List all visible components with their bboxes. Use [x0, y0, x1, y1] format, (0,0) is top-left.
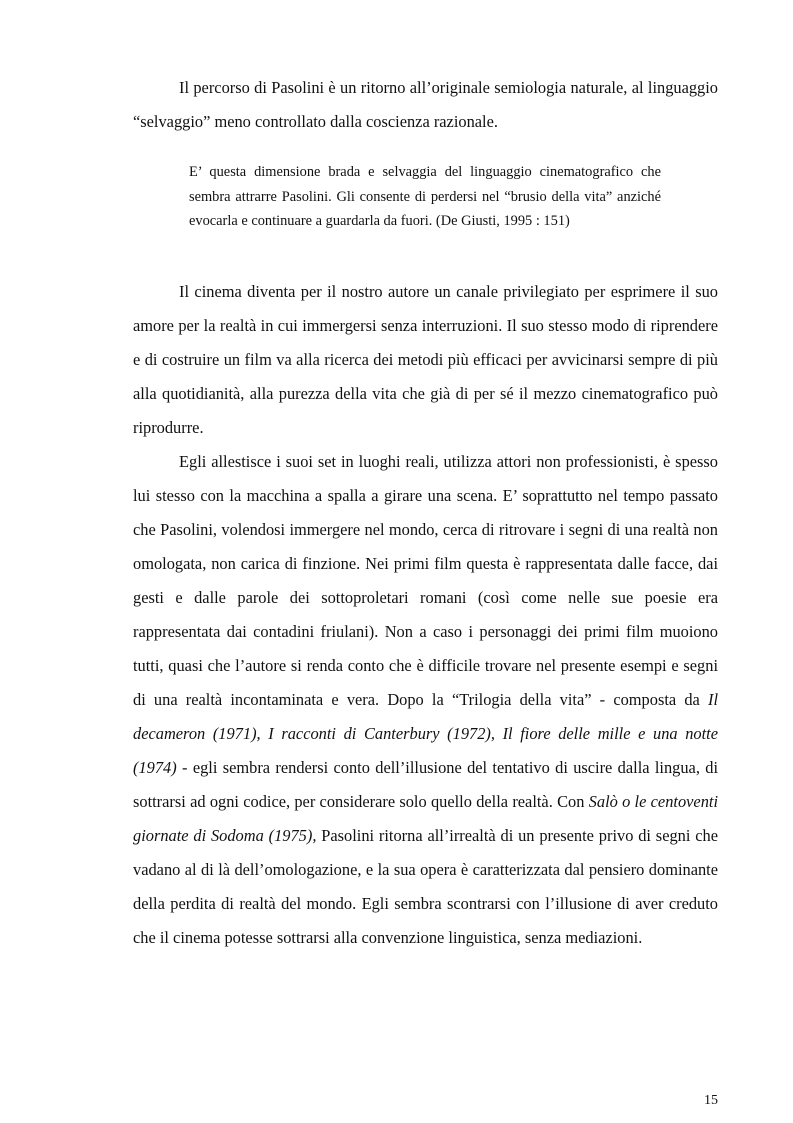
paragraph-text: Il percorso di Pasolini è un ritorno all’originale semiologia naturale, al linguaggio “selvaggio” meno controllato dalla coscienza razionale. [133, 78, 718, 131]
paragraph-text: - egli sembra rendersi conto dell’illusione del tentativo di uscire dalla lingua, di sottrarsi ad ogni codice, per considerare solo quello della realtà. Con [133, 758, 718, 811]
page-number: 15 [704, 1093, 718, 1108]
film-titles-trilogy: Il decameron (1971), I racconti di Canterbury (1972), Il fiore delle mille e una notte (1974) [133, 690, 718, 777]
paragraph-cinema-channel [133, 275, 718, 445]
paragraph-pasolini-semiology [133, 71, 718, 139]
block-quote-de-giusti: E’ questa dimensione brada e selvaggia del linguaggio cinematografico che sembra attrarre Pasolini. Gli consente di perdersi nel “brusio della vita” anziché evocarla e continuare a guardarla da fuori. (De Giusti, 1995 : 151) [189, 164, 661, 229]
paragraph-text: Egli allestisce i suoi set in luoghi reali, utilizza attori non professionisti, è spesso lui stesso con la macchina a spalla a girare una scena. E’ soprattutto nel tempo passato che Pasolini, volendosi immergere nel mondo, cerca di ritrovare i segni di una realtà non omologata, non carica di finzione. Nei primi film questa è rappresentata dalle facce, dai gesti e dalle parole dei sottoproletari romani (così come nelle sue poesie era rappresentata dai contadini friulani). Non a caso i personaggi dei primi film muoiono tutti, quasi che l’autore si renda conto che è difficile trovare nel presente esempi e segni di una realtà incontaminata e vera. Dopo la “Trilogia della vita” - composta da [133, 452, 718, 709]
film-title-salo: Salò o le centoventi giornate di Sodoma (1975), [133, 792, 718, 845]
paragraph-film-sets [133, 445, 718, 955]
paragraph-text: Pasolini ritorna all’irrealtà di un presente privo di segni che vadano al di là dell’omologazione, e la sua opera è caratterizzata dal pensiero dominante della perdita di realtà del mondo. Egli sembra scontrarsi con l’illusione di aver creduto che il cinema potesse sottrarsi alla convenzione linguistica, senza mediazioni. [133, 826, 718, 947]
paragraph-text: Il cinema diventa per il nostro autore un canale privilegiato per esprimere il suo amore per la realtà in cui immergersi senza interruzioni. Il suo stesso modo di riprendere e di costruire un film va alla ricerca dei metodi più efficaci per avvicinarsi sempre di più alla quotidianità, alla purezza della vita che già di per sé il mezzo cinematografico può riprodurre. [133, 282, 718, 437]
